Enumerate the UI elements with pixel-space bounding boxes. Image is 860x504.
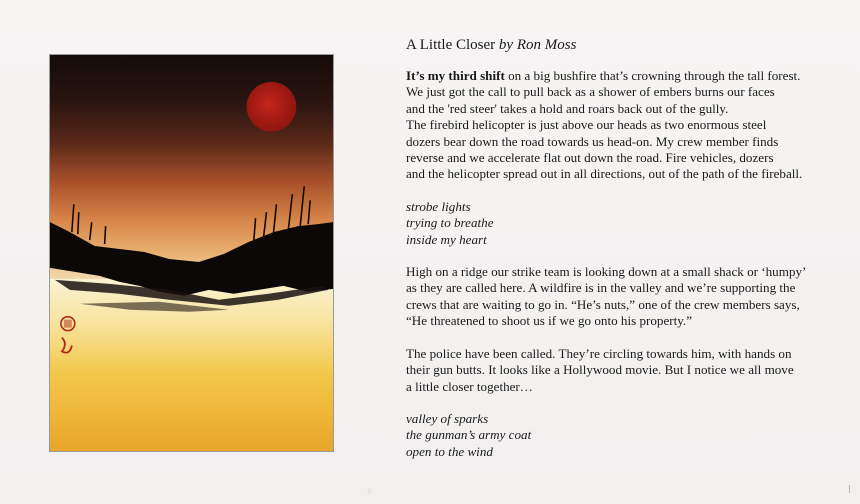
haiku-2 [406,411,846,460]
lead-phrase: It’s my third shift [406,68,505,83]
author-byline: by Ron Moss [498,37,577,53]
paragraph-3 [406,346,846,395]
paragraph-2-line: “He threatened to shoot us if we go onto his property.” [406,313,693,329]
paragraph-1-line: It’s my third shift on a big bushfire that’s crowning through the tall forest. [406,68,801,83]
paragraph-2 [406,264,846,330]
paragraph-1-line: The firebird helicopter is just above our heads as two enormous steel [406,117,767,133]
paragraph-1-line: and the helicopter spread out in all directions, out of the path of the fireball. [406,166,803,182]
haiku-line: strobe lights [406,198,471,214]
paragraph-1-line: reverse and we accelerate flat out down the road. Fire vehicles, dozers [406,150,774,166]
haiku-line: the gunman’s army coat [406,427,532,443]
sunset-fire-painting [49,54,334,452]
poem-text [406,36,846,476]
paragraph-2-line: crews that are waiting to go in. “He’s nuts,” one of the crew members says, [406,296,800,312]
page-indicator-dots: ⁝⁝ [367,487,373,496]
haiku-line: trying to breathe [406,215,494,231]
scroll-marker [849,485,850,493]
haiku-line: open to the wind [406,443,493,459]
title-text: A Little Closer [406,37,496,53]
page-title [406,36,846,54]
paragraph-1 [406,68,846,183]
haiku-line: inside my heart [406,231,487,247]
paragraph-1-line: dozers bear down the road towards us head-on. My crew member finds [406,133,779,149]
paragraph-2-line: as they are called here. A wildfire is in the valley and we’re supporting the [406,280,796,296]
paragraph-3-line: The police have been called. They’re circling towards him, with hands on [406,345,792,361]
paragraph-1-line: We just got the call to pull back as a shower of embers burns our faces [406,84,775,100]
paragraph-1-line: and the 'red steer' takes a hold and roars back out of the gully. [406,100,729,116]
paragraph-3-line: their gun butts. It looks like a Hollywood movie. But I notice we all move [406,362,794,378]
red-sun [247,82,297,132]
haiku-1 [406,199,846,248]
haiku-line: valley of sparks [406,410,489,426]
paragraph-3-line: a little closer together… [406,378,533,394]
paragraph-2-line: High on a ridge our strike team is looking down at a small shack or ‘humpy’ [406,264,807,280]
painting-svg [50,55,333,451]
